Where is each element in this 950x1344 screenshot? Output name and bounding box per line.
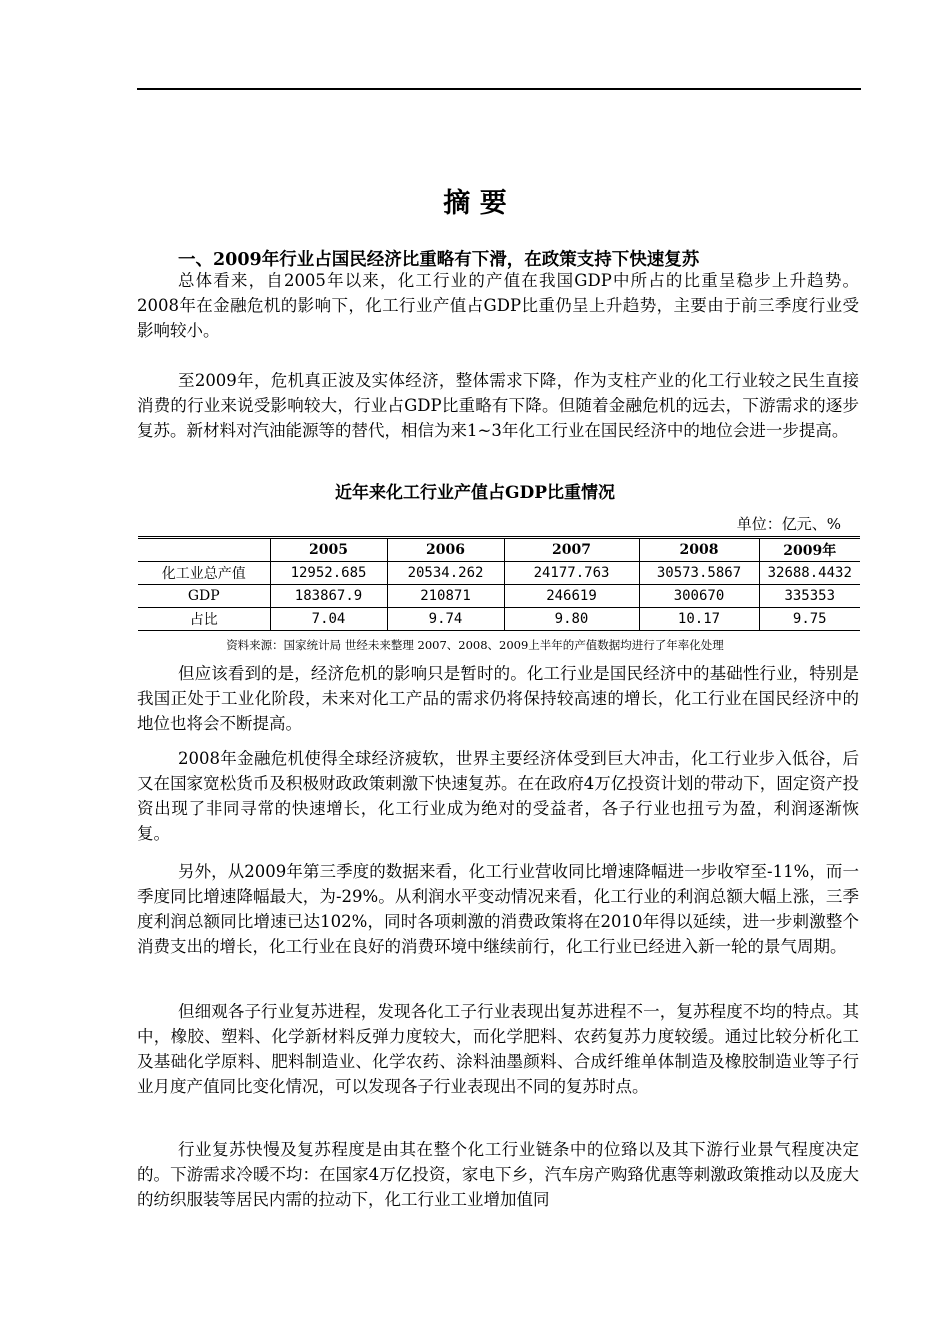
table-cell: 20534.262	[387, 562, 504, 585]
table-cell: 10.17	[639, 608, 759, 631]
table-source-note: 资料来源：国家统计局 世经未来整理 2007、2008、2009上半年的产值数据均进行了年率化处理	[226, 638, 724, 652]
table-cell: 210871	[387, 585, 504, 608]
table-cell: 12952.685	[270, 562, 387, 585]
page-title: 摘 要	[443, 188, 507, 219]
paragraph-3: 但应该看到的是，经济危机的影响只是暂时的。化工行业是国民经济中的基础性行业，特别是我国正处于工业化阶段，未来对化工产品的需求仍将保持较高速的增长，化工行业在国民经济中的地位也将会不断提高。	[137, 664, 859, 733]
header-rule	[137, 88, 861, 90]
table-cell: 300670	[639, 585, 759, 608]
table-cell: 32688.4432	[759, 562, 860, 585]
table-header-cell	[138, 538, 270, 562]
table-header-cell: 2009年	[759, 538, 860, 562]
table-header-cell: 2005	[270, 538, 387, 562]
table-header-cell: 2007	[504, 538, 639, 562]
table-cell: 183867.9	[270, 585, 387, 608]
table-cell: 9.80	[504, 608, 639, 631]
paragraph-2: 至2009年，危机真正波及实体经济，整体需求下降，作为支柱产业的化工行业较之民生直接消费的行业来说受影响较大，行业占GDP比重略有下降。但随着金融危机的远去，下游需求的逐步复苏。新材料对汽油能源等的替代，相信为来1~3年化工行业在国民经济中的地位会进一步提高。	[137, 371, 859, 440]
table-cell: 335353	[759, 585, 860, 608]
table-row	[138, 608, 860, 631]
paragraph-5: 另外，从2009年第三季度的数据来看，化工行业营收同比增速降幅进一步收窄至-11%，而一季度同比增速降幅最大，为-29%。从利润水平变动情况来看，化工行业的利润总额大幅上涨，三季度利润总额同比增速已达102%，同时各项刺激的消费政策将在2010年得以延续，进一步刺激整个消费支出的增长，化工行业在良好的消费环境中继续前行，化工行业已经进入新一轮的景气周期。	[137, 862, 859, 956]
gdp-share-table	[138, 536, 860, 631]
row-label: 化工业总产值	[161, 566, 246, 582]
table-cell: 9.75	[759, 608, 860, 631]
paragraph-6: 但细观各子行业复苏进程，发现各化工子行业表现出复苏进程不一，复苏程度不均的特点。其中，橡胶、塑料、化学新材料反弹力度较大，而化学肥料、农药复苏力度较缓。通过比较分析化工及基础化学原料、肥料制造业、化学农药、涂料油墨颜料、合成纤维单体制造及橡胶制造业等子行业月度产值同比变化情况，可以发现各子行业表现出不同的复苏时点。	[137, 1002, 859, 1096]
paragraph-4: 2008年金融危机使得全球经济疲软，世界主要经济体受到巨大冲击，化工行业步入低谷，后又在国家宽松货币及积极财政政策刺激下快速复苏。在在政府4万亿投资计划的带动下，固定资产投资出现了非同寻常的快速增长，化工行业成为绝对的受益者，各子行业也扭亏为盈，利润逐渐恢复。	[137, 749, 859, 843]
row-label: 占比	[189, 612, 218, 628]
paragraph-1: 总体看来，自2005年以来，化工行业的产值在我国GDP中所占的比重呈稳步上升趋势。2008年在金融危机的影响下，化工行业产值占GDP比重仍呈上升趋势，主要由于前三季度行业受影响较小。	[137, 271, 859, 340]
table-cell: 7.04	[270, 608, 387, 631]
table-title: 近年来化工行业产值占GDP比重情况	[334, 483, 616, 503]
table-unit: 单位：亿元、%	[736, 515, 841, 533]
table-cell: 24177.763	[504, 562, 639, 585]
table-header-cell: 2008	[639, 538, 759, 562]
table-cell: 30573.5867	[639, 562, 759, 585]
paragraph-7: 行业复苏快慢及复苏程度是由其在整个化工行业链条中的位臵以及其下游行业景气程度决定的。下游需求冷暖不均：在国家4万亿投资，家电下乡，汽车房产购臵优惠等刺激政策推动以及庞大的纺织服装等居民内需的拉动下，化工行业工业增加值同	[137, 1140, 859, 1209]
section-heading: 一、2009年行业占国民经济比重略有下滑，在政策支持下快速复苏	[178, 250, 700, 270]
table-row	[138, 562, 860, 585]
table-cell: 246619	[504, 585, 639, 608]
table-cell: 9.74	[387, 608, 504, 631]
row-label: GDP	[187, 588, 220, 604]
table-header-row	[138, 538, 860, 562]
table-header-cell: 2006	[387, 538, 504, 562]
table-row	[138, 585, 860, 608]
